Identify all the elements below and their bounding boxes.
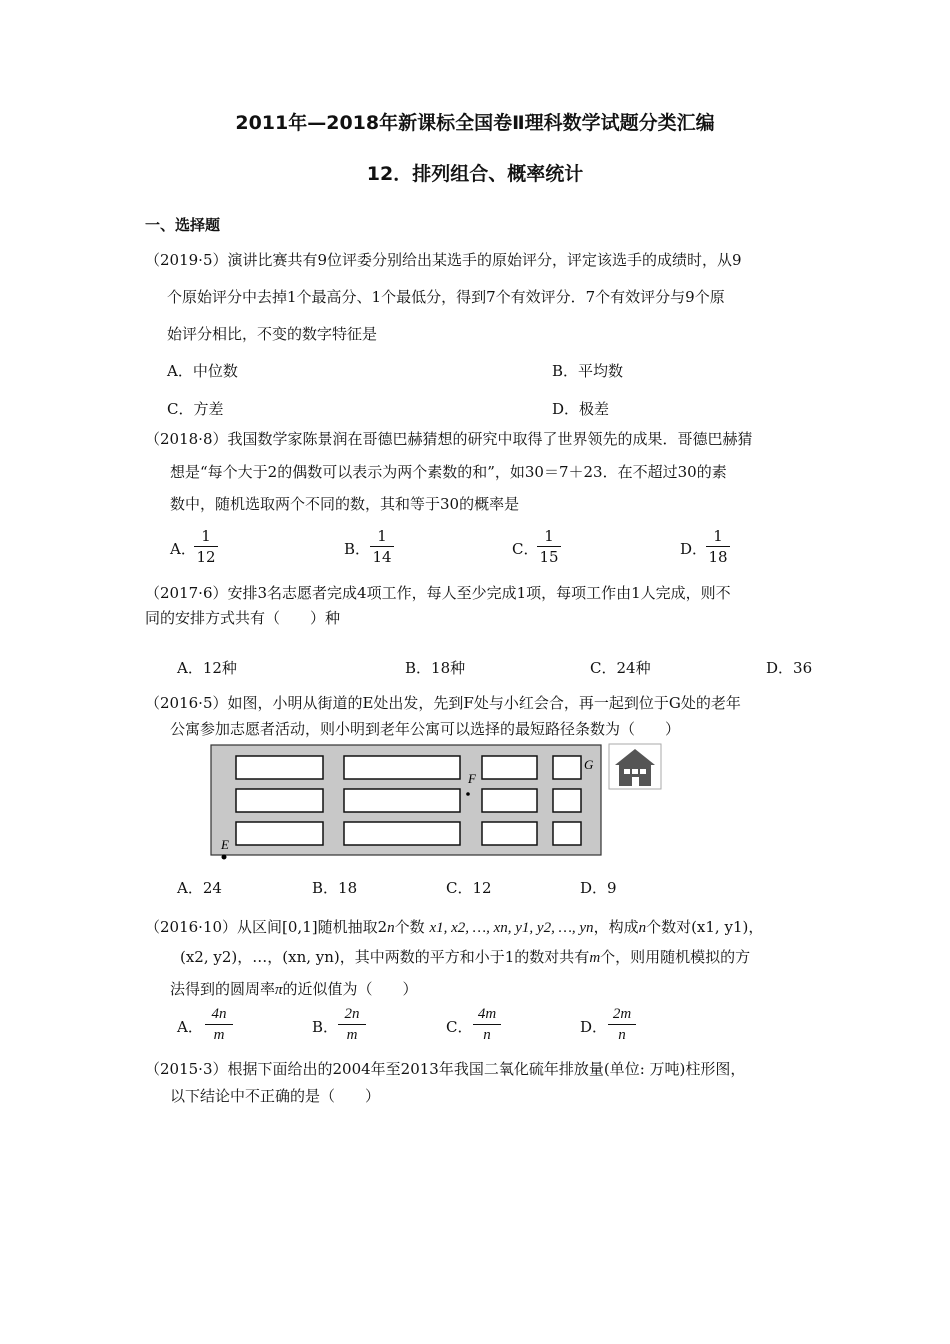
option-c-label[interactable]: C． (512, 540, 539, 558)
option-d[interactable]: D．36 (766, 659, 813, 677)
fraction-denominator: 12 (196, 548, 216, 566)
text-run: (x2, y2)，…，(xn, yn)，其中两数的平方和小于1的数对共有 (180, 948, 590, 966)
option-b[interactable]: B．平均数 (552, 362, 624, 380)
option-c[interactable]: C．24种 (590, 659, 651, 677)
section-heading: 一、选择题 (145, 216, 221, 234)
building-block (236, 789, 323, 812)
option-b[interactable]: B．18 (312, 879, 358, 897)
option-a-label[interactable]: A． (170, 540, 196, 558)
option-a-label[interactable]: A． (177, 1018, 203, 1036)
fraction-numerator: 1 (377, 527, 387, 545)
option-b-label[interactable]: B． (312, 1018, 339, 1036)
text-run: （2016·10）从区间[0,1]随机抽取2 (145, 918, 388, 936)
label-f: F (468, 771, 476, 786)
building-block (553, 789, 581, 812)
fraction-bar (194, 546, 218, 547)
option-d-fraction[interactable] (706, 527, 730, 566)
question-line: 同的安排方式共有（ ）种 (145, 609, 341, 627)
text-run: 个数对(x1, y1)， (646, 918, 764, 936)
option-b[interactable]: B．18种 (405, 659, 466, 677)
fraction-numerator: 4n (211, 1006, 227, 1022)
fraction-bar (608, 1024, 636, 1025)
question-line: （2016·5）如图，小明从街道的E处出发，先到F处与小红会合，再一起到位于G处的老年 (145, 694, 741, 712)
question-line: （2017·6）安排3名志愿者完成4项工作，每人至少完成1项，每项工作由1人完成，则不 (145, 584, 731, 602)
option-d[interactable]: D．9 (580, 879, 617, 897)
building-block (482, 789, 537, 812)
text-run: 个，则用随机模拟的方 (600, 948, 751, 966)
fraction-numerator: 1 (201, 527, 211, 545)
question-line: （2018·8）我国数学家陈景润在哥德巴赫猜想的研究中取得了世界领先的成果．哥德巴赫猜 (145, 430, 753, 448)
street-grid-figure (205, 740, 665, 865)
fraction-bar (205, 1024, 233, 1025)
option-a-fraction[interactable] (205, 1005, 233, 1044)
option-c[interactable]: C．方差 (167, 400, 224, 418)
fraction-numerator: 2n (344, 1006, 360, 1022)
variable-n: n (387, 920, 395, 936)
building-block (344, 822, 460, 845)
option-a[interactable]: A．12种 (177, 659, 237, 677)
question-line: （2015·3）根据下面给出的2004年至2013年我国二氧化硫年排放量(单位: 万吨)柱形图， (145, 1060, 746, 1078)
building-block (344, 789, 460, 812)
option-b-fraction[interactable] (338, 1005, 366, 1044)
building-block (553, 822, 581, 845)
question-line: 想是“每个大于2的偶数可以表示为两个素数的和”，如30＝7＋23．在不超过30的素 (170, 463, 727, 481)
house-icon (609, 744, 661, 789)
page-subtitle: 12．排列组合、概率统计 (366, 163, 584, 185)
fraction-bar (706, 546, 730, 547)
building-block (482, 756, 537, 779)
question-line: 始评分相比，不变的数字特征是 (167, 325, 378, 343)
option-c-fraction[interactable] (473, 1005, 501, 1044)
label-e: E (221, 837, 229, 852)
fraction-denominator: m (213, 1027, 225, 1043)
option-c-label[interactable]: C． (446, 1018, 473, 1036)
question-line: 数中，随机选取两个不同的数，其和等于30的概率是 (170, 495, 520, 513)
question-line: （2019·5）演讲比赛共有9位评委分别给出某选手的原始评分，评定该选手的成绩时，从9 (145, 251, 742, 269)
option-d[interactable]: D．极差 (552, 400, 610, 418)
fraction-bar (537, 546, 561, 547)
text-run: 法得到的圆周率 (170, 980, 276, 998)
fraction-numerator: 2m (612, 1006, 632, 1022)
building-block (553, 756, 581, 779)
question-line (170, 978, 418, 999)
question-line: 以下结论中不正确的是（ ） (170, 1087, 381, 1105)
label-g: G (584, 757, 594, 772)
fraction-numerator: 4m (477, 1006, 497, 1022)
variable-pi: π (275, 982, 283, 998)
text-run: 的近似值为（ ） (282, 980, 418, 998)
page-title: 2011年—2018年新课标全国卷Ⅱ理科数学试题分类汇编 (235, 112, 715, 134)
sequence-expression: x1, x2, …, xn, y1, y2, …, yn (429, 920, 594, 936)
building-block (236, 756, 323, 779)
option-d-label[interactable]: D． (580, 1018, 608, 1036)
option-a[interactable]: A．中位数 (167, 362, 238, 380)
text-run: 个数 (394, 918, 425, 936)
building-block (344, 756, 460, 779)
fraction-bar (473, 1024, 501, 1025)
point-f (466, 792, 470, 796)
option-c-fraction[interactable] (537, 527, 561, 566)
fraction-denominator: m (346, 1027, 358, 1043)
option-b-fraction[interactable] (370, 527, 394, 566)
option-a-fraction[interactable] (194, 527, 218, 566)
variable-m: m (589, 950, 601, 966)
fraction-numerator: 1 (713, 527, 723, 545)
fraction-denominator: 18 (708, 548, 728, 566)
option-d-fraction[interactable] (608, 1005, 636, 1044)
building-block (482, 822, 537, 845)
fraction-bar (338, 1024, 366, 1025)
fraction-denominator: n (618, 1027, 626, 1043)
building-block (236, 822, 323, 845)
fraction-denominator: 14 (372, 548, 392, 566)
fraction-denominator: n (483, 1027, 491, 1043)
fraction-denominator: 15 (539, 548, 559, 566)
option-b-label[interactable]: B． (344, 540, 371, 558)
fraction-numerator: 1 (544, 527, 554, 545)
variable-n: n (638, 920, 647, 936)
question-line: 公寓参加志愿者活动，则小明到老年公寓可以选择的最短路径条数为（ ） (170, 720, 681, 738)
fraction-bar (370, 546, 394, 547)
option-c[interactable]: C．12 (446, 879, 492, 897)
text-run: ，构成 (593, 918, 639, 936)
option-a[interactable]: A．24 (177, 879, 222, 897)
question-line: 个原始评分中去掉1个最高分、1个最低分，得到7个有效评分．7个有效评分与9个原 (167, 288, 725, 306)
option-d-label[interactable]: D． (680, 540, 708, 558)
question-line (180, 946, 750, 967)
question-line (145, 916, 763, 937)
point-e (222, 855, 227, 860)
